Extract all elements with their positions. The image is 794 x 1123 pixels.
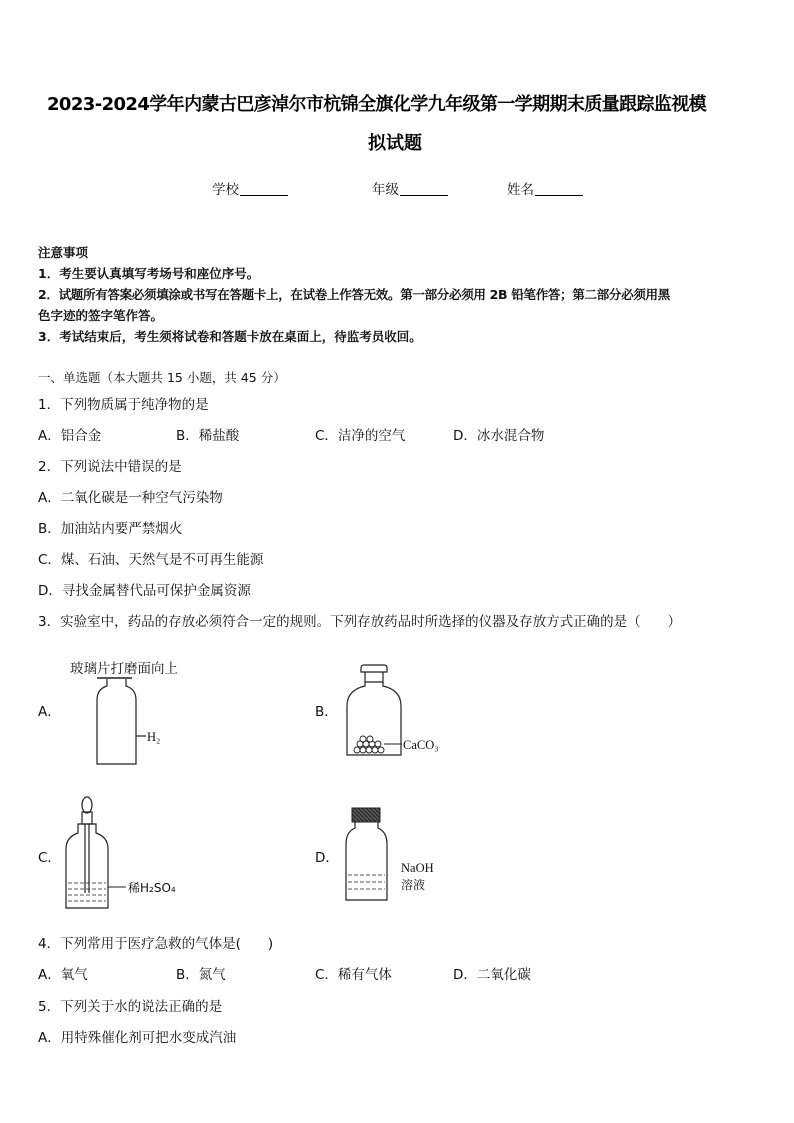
question-4-stem: 4．下列常用于医疗急救的气体是( ) — [38, 936, 274, 952]
notice-item-1: 1．考生要认真填写考场号和座位序号。 — [38, 266, 260, 281]
grade-label: 年级 — [372, 182, 399, 198]
section-heading: 一、单选题（本大题共 15 小题，共 45 分） — [38, 370, 286, 385]
q2-option-b[interactable]: B．加油站内要严禁烟火 — [38, 521, 183, 537]
name-field[interactable] — [507, 180, 583, 200]
q2-option-a[interactable]: A．二氧化碳是一种空气污染物 — [38, 490, 223, 506]
q3-option-b[interactable]: B． — [315, 704, 338, 720]
fig-d-label-line2: 溶液 — [401, 878, 426, 892]
question-1-stem: 1．下列物质属于纯净物的是 — [38, 397, 209, 413]
q1-option-a[interactable]: A．铝合金 — [38, 428, 102, 444]
page-title-line2: 拟试题 — [368, 133, 422, 154]
school-blank[interactable] — [240, 181, 288, 196]
calcium-carbonate-granules — [354, 736, 384, 753]
q1-option-d[interactable]: D．冰水混合物 — [453, 428, 545, 444]
notice-item-2: 2．试题所有答案必须填涂或书写在答题卡上，在试卷上作答无效。第一部分必须用 2B 铅笔作答；第二部分必须用黑 — [38, 287, 670, 302]
name-label: 姓名 — [507, 182, 534, 198]
fig-b-label: CaCO₃ — [403, 738, 439, 752]
grade-blank[interactable] — [400, 181, 448, 196]
notice-item-3: 3．考试结束后，考生须将试卷和答题卡放在桌面上，待监考员收回。 — [38, 329, 422, 344]
q3-option-c[interactable]: C． — [38, 850, 61, 866]
name-blank[interactable] — [535, 181, 583, 196]
q3-option-a[interactable]: A． — [38, 704, 61, 720]
q4-option-c[interactable]: C．稀有气体 — [315, 967, 392, 983]
notice-item-2-cont: 色字迹的签字笔作答。 — [38, 308, 164, 323]
q4-option-b[interactable]: B．氮气 — [176, 967, 226, 983]
school-field[interactable] — [212, 180, 288, 200]
fig-a-label: H₂ — [147, 730, 161, 744]
q2-option-c[interactable]: C．煤、石油、天然气是不可再生能源 — [38, 552, 264, 568]
q4-option-d[interactable]: D．二氧化碳 — [453, 967, 531, 983]
q1-option-b[interactable]: B．稀盐酸 — [176, 428, 240, 444]
notice-heading: 注意事项 — [38, 245, 89, 260]
question-2-stem: 2．下列说法中错误的是 — [38, 459, 182, 475]
grade-field[interactable] — [372, 180, 448, 200]
q5-option-a[interactable]: A．用特殊催化剂可把水变成汽油 — [38, 1030, 237, 1046]
fig-d-label-line1: NaOH — [401, 861, 434, 875]
fig-c-label: 稀H₂SO₄ — [128, 881, 176, 895]
q3-option-d[interactable]: D． — [315, 850, 339, 866]
q3-fig-a-caption: 玻璃片打磨面向上 — [70, 661, 178, 677]
q4-option-a[interactable]: A．氧气 — [38, 967, 88, 983]
q1-option-c[interactable]: C．洁净的空气 — [315, 428, 406, 444]
q3-figure-a-gas-bottle — [90, 676, 170, 770]
school-label: 学校 — [212, 182, 239, 198]
question-3-stem: 3．实验室中，药品的存放必须符合一定的规则。下列存放药品时所选择的仪器及存放方式正确的是（ ） — [38, 614, 682, 630]
question-5-stem: 5．下列关于水的说法正确的是 — [38, 999, 223, 1015]
page-title: 2023-2024学年内蒙古巴彦淖尔市杭锦全旗化学九年级第一学期期末质量跟踪监视模 — [47, 94, 707, 115]
q3-figure-b-reagent-bottle — [343, 664, 453, 764]
rubber-stopper — [352, 808, 380, 822]
q3-figure-c-dropper-bottle — [62, 793, 192, 913]
q3-figure-d-reagent-bottle — [340, 806, 450, 906]
q2-option-d[interactable]: D．寻找金属替代品可保护金属资源 — [38, 583, 251, 599]
